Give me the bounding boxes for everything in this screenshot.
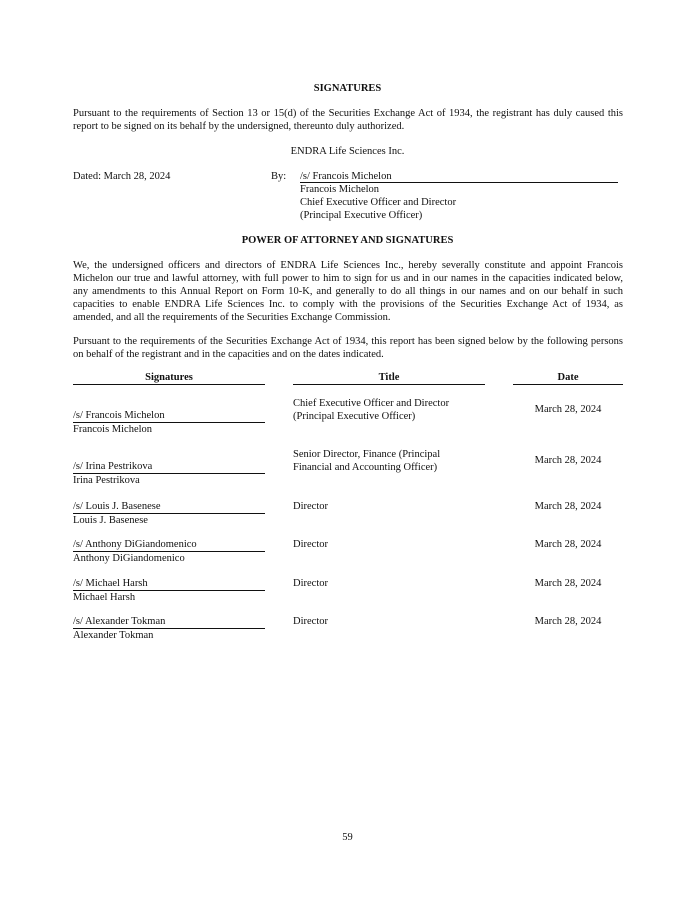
row-title-line-1: Director [293, 501, 328, 512]
poa-heading: POWER OF ATTORNEY AND SIGNATURES [241, 235, 454, 246]
row-title-line-1: Director [293, 539, 328, 550]
row-date: March 28, 2024 [534, 539, 602, 550]
row-title-line-1: Director [293, 616, 328, 627]
row-date: March 28, 2024 [534, 578, 602, 589]
row-title-line-1: Senior Director, Finance (Principal [293, 449, 441, 460]
row-signer-name: Anthony DiGiandomenico [73, 553, 185, 564]
row-signature-line: /s/ Francois Michelon [73, 409, 265, 423]
dated-line: Dated: March 28, 2024 [73, 171, 171, 182]
row-title-line-1: Director [293, 578, 328, 589]
intro-paragraph: Pursuant to the requirements of Section 13 or 15(d) of the Securities Exchange Act of 1934, the registrant has duly caused this report to be signed on its behalf by the undersigned, thereunto duly authorized. [73, 108, 623, 132]
row-signature-line: /s/ Irina Pestrikova [73, 460, 265, 474]
column-header-date: Date [513, 371, 623, 385]
poa-paragraph: We, the undersigned officers and directors of ENDRA Life Sciences Inc., hereby severally constitute and appoint Francois Michelon our true and lawful attorney, with full power to him to sign for us and in our names in the capacities indicated below, any amendments to this Annual Report on Form 10-K, and generally to do all things in our names and on our behalf in such capacities to enable ENDRA Life Sciences Inc. to comply with the provisions of the Securities Exchange Act of 1934, as amended, and all the requirements of the Securities Exchange Commission. [73, 260, 623, 323]
signature-row [0, 500, 695, 528]
by-name: Francois Michelon [300, 184, 380, 195]
row-signature-line: /s/ Alexander Tokman [73, 615, 265, 629]
row-date: March 28, 2024 [534, 501, 602, 512]
page-number: 59 [342, 832, 353, 843]
by-title-line-1: Chief Executive Officer and Director [300, 197, 457, 208]
row-date: March 28, 2024 [534, 455, 602, 466]
column-header-signatures: Signatures [73, 371, 265, 385]
pursuant-paragraph: Pursuant to the requirements of the Securities Exchange Act of 1934, this report has been signed below by the following persons on behalf of the registrant and in the capacities and on the dates indicated. [73, 336, 623, 360]
by-signature-line: /s/ Francois Michelon [300, 170, 618, 183]
page-title: SIGNATURES [313, 83, 382, 94]
row-title-line-2: Financial and Accounting Officer) [293, 462, 438, 473]
row-signer-name: Irina Pestrikova [73, 475, 140, 486]
by-label: By: [271, 171, 287, 182]
row-signer-name: Alexander Tokman [73, 630, 154, 641]
signature-row [0, 577, 695, 605]
registrant-name: ENDRA Life Sciences Inc. [290, 146, 405, 157]
signature-row [0, 538, 695, 566]
row-title-line-1: Chief Executive Officer and Director [293, 398, 450, 409]
row-date: March 28, 2024 [534, 404, 602, 415]
row-signer-name: Michael Harsh [73, 592, 136, 603]
row-signature-line: /s/ Louis J. Basenese [73, 500, 265, 514]
signature-row [0, 448, 695, 488]
row-signature-line: /s/ Michael Harsh [73, 577, 265, 591]
row-signer-name: Louis J. Basenese [73, 515, 148, 526]
row-signer-name: Francois Michelon [73, 424, 153, 435]
column-header-title: Title [293, 371, 485, 385]
row-title-line-2: (Principal Executive Officer) [293, 411, 416, 422]
signature-row [0, 615, 695, 643]
signature-row [0, 397, 695, 437]
by-title-line-2: (Principal Executive Officer) [300, 210, 423, 221]
row-signature-line: /s/ Anthony DiGiandomenico [73, 538, 265, 552]
row-date: March 28, 2024 [534, 616, 602, 627]
